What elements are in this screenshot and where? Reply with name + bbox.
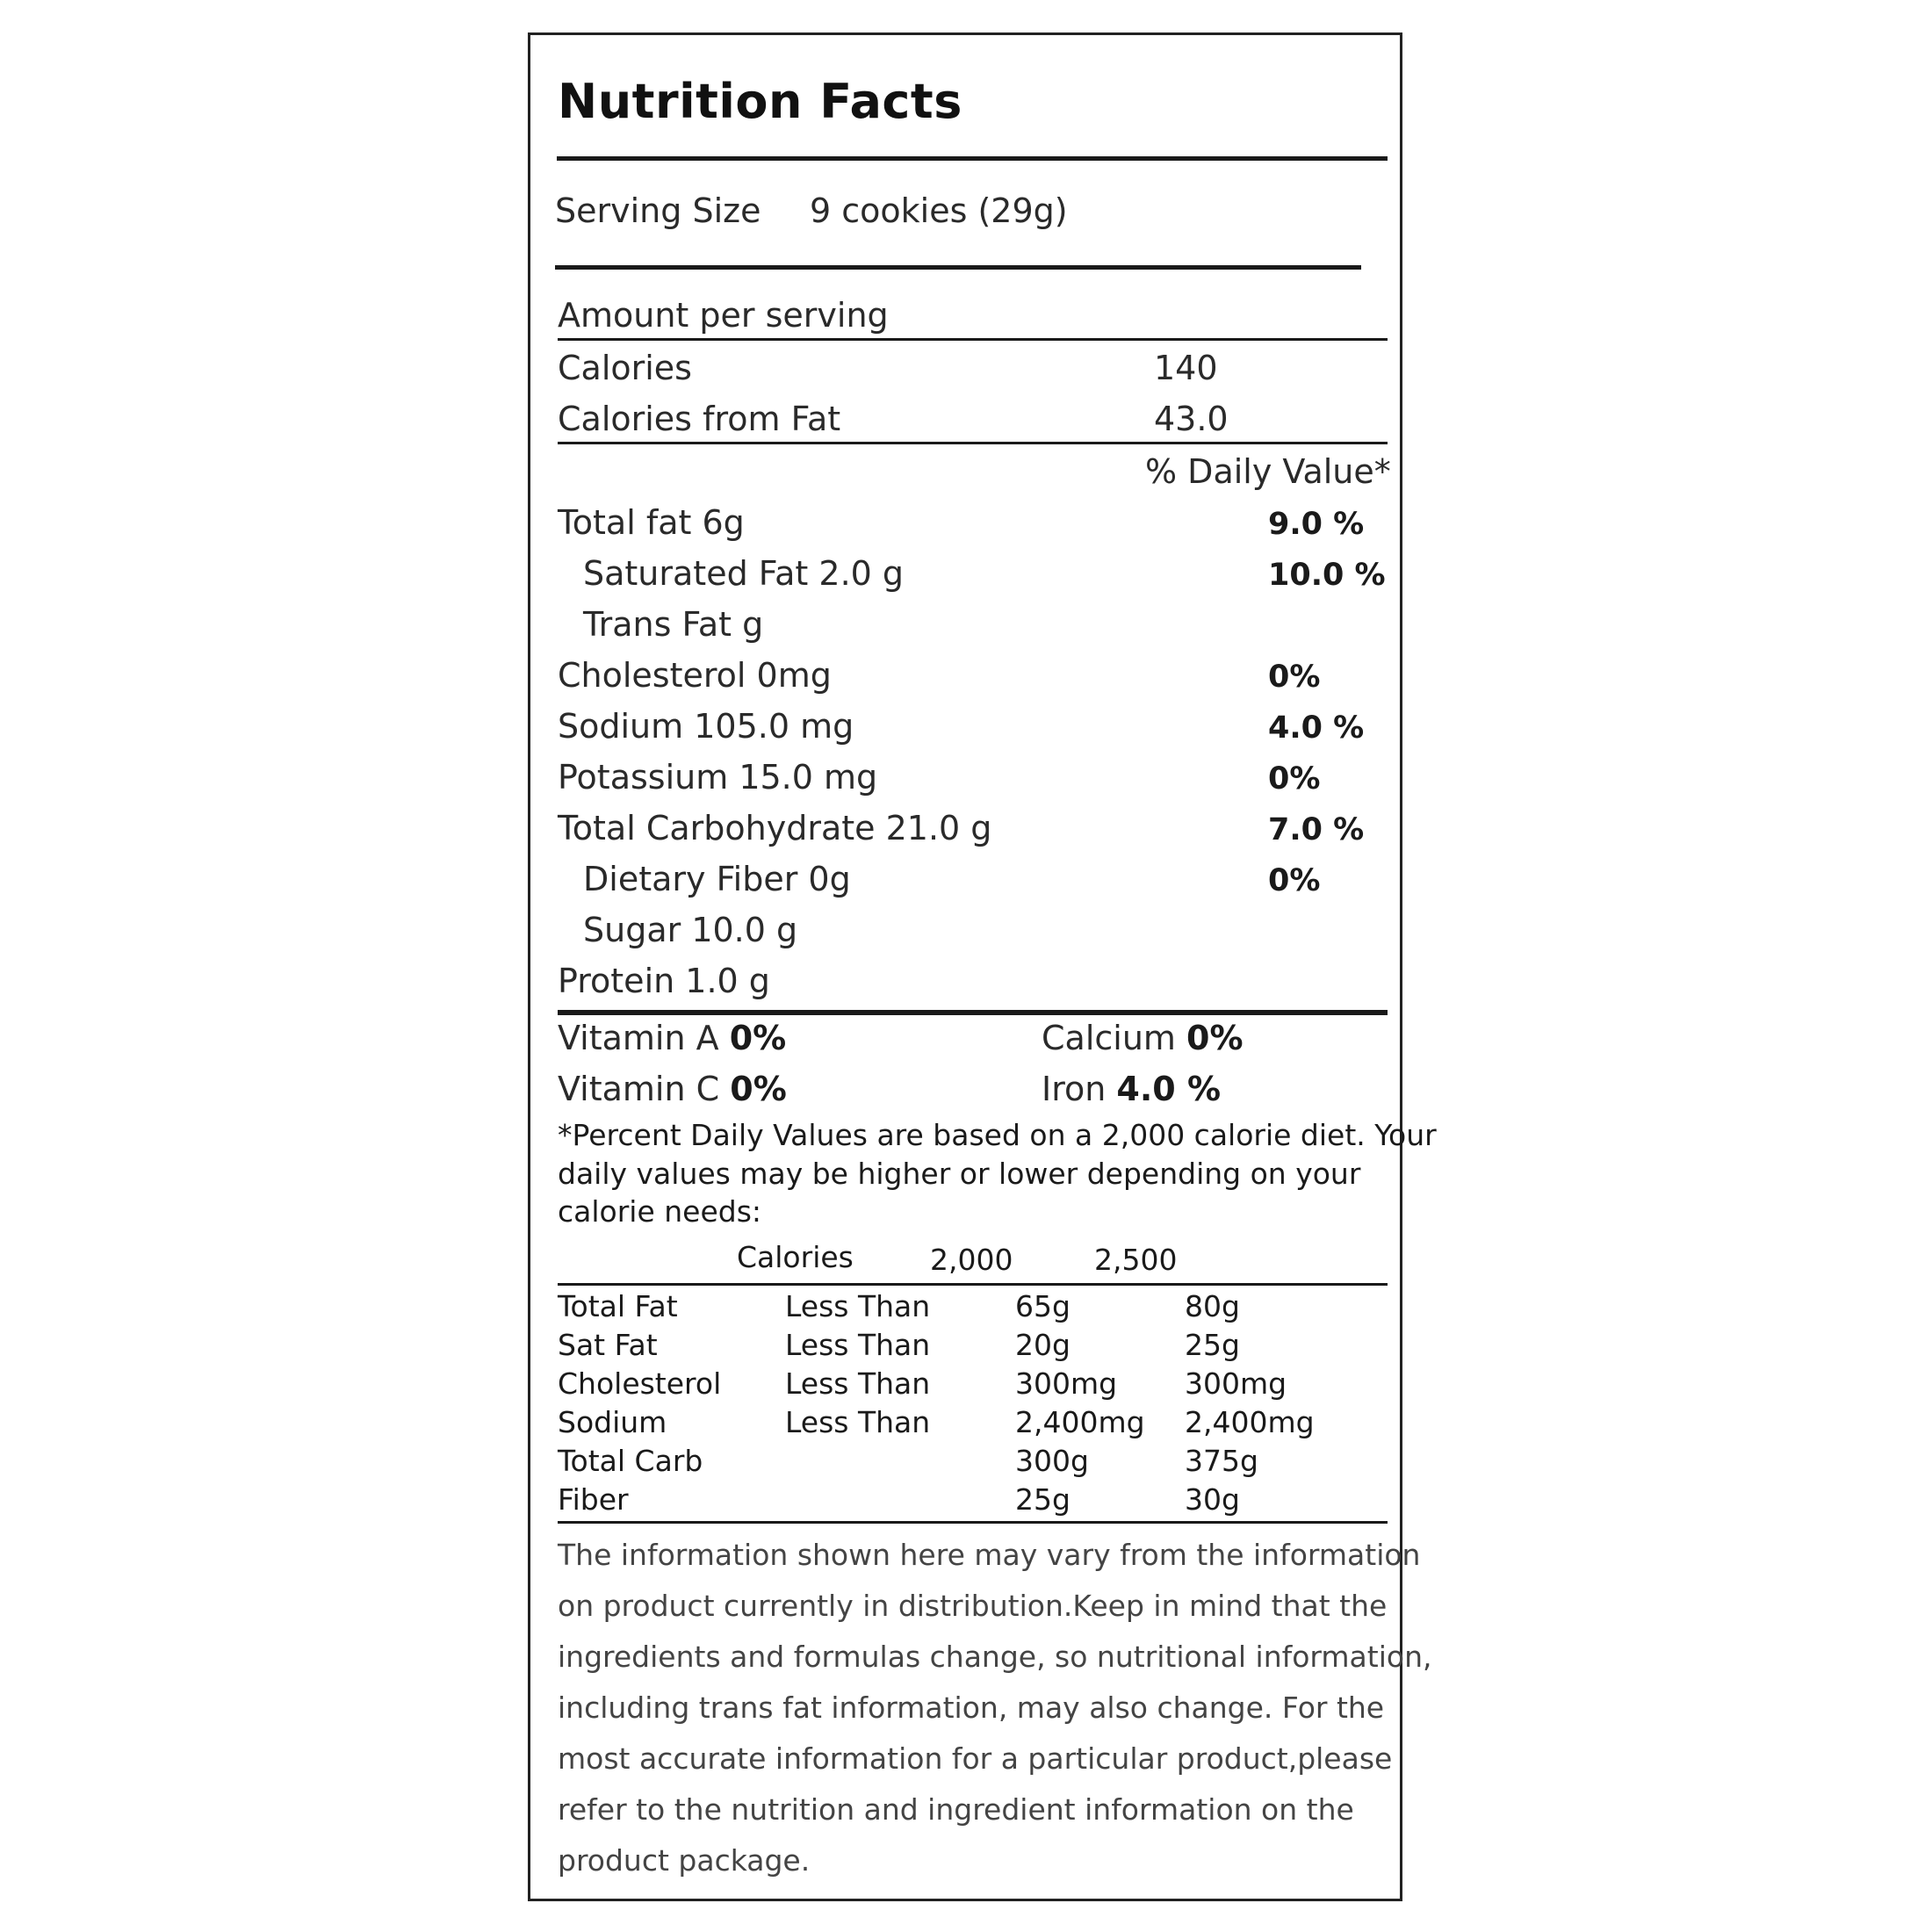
disclaimer-line: refer to the nutrition and ingredient information on the <box>558 1792 1354 1827</box>
vitamin-label: Iron <box>1042 1070 1107 1108</box>
nutrient-label: Potassium 15.0 mg <box>558 758 878 797</box>
footnote-line: calorie needs: <box>558 1194 762 1229</box>
ref-cell: 2,400mg <box>1185 1405 1315 1439</box>
nutrient-dv: 4.0 % <box>1268 710 1365 746</box>
serving-size-value: 9 cookies (29g) <box>810 191 1068 230</box>
ref-cell: Less Than <box>785 1366 931 1401</box>
ref-cell: 375g <box>1185 1444 1258 1478</box>
ref-cell: 20g <box>1015 1328 1071 1362</box>
vitamin-value: 0% <box>729 1019 787 1057</box>
calories-value: 140 <box>1154 349 1218 387</box>
ref-cell: 65g <box>1015 1289 1071 1323</box>
nutrient-label: Trans Fat g <box>583 605 764 644</box>
footnote-line: *Percent Daily Values are based on a 2,000 calorie diet. Your <box>558 1118 1437 1152</box>
nutrient-label: Saturated Fat 2.0 g <box>583 554 905 593</box>
nutrient-dv: 0% <box>1268 863 1321 898</box>
divider-ref-header <box>558 1283 1388 1286</box>
divider-ref-table <box>558 1521 1388 1524</box>
amount-per-serving: Amount per serving <box>558 296 889 335</box>
nutrient-label: Total fat 6g <box>558 503 745 542</box>
vitamin-label: Vitamin C <box>558 1070 720 1108</box>
vitamin-value: 0% <box>1186 1019 1244 1057</box>
ref-header-2500: 2,500 <box>1094 1243 1178 1277</box>
ref-cell: 25g <box>1015 1482 1071 1517</box>
nutrient-dv: 0% <box>1268 660 1321 695</box>
disclaimer-line: most accurate information for a particular product,please <box>558 1741 1393 1776</box>
nutrient-dv: 10.0 % <box>1268 558 1386 593</box>
daily-value-header: % Daily Value* <box>1145 452 1391 491</box>
divider-title <box>557 156 1388 161</box>
ref-cell: Total Carb <box>558 1444 703 1478</box>
ref-cell: 2,400mg <box>1015 1405 1145 1439</box>
disclaimer-line: The information shown here may vary from the information <box>558 1538 1421 1572</box>
footnote-line: daily values may be higher or lower depending on your <box>558 1157 1361 1191</box>
nutrient-label: Dietary Fiber 0g <box>583 860 851 898</box>
ref-cell: 300mg <box>1185 1366 1287 1401</box>
ref-cell: Cholesterol <box>558 1366 722 1401</box>
ref-cell: Sat Fat <box>558 1328 658 1362</box>
vitamin-value: 4.0 % <box>1116 1070 1222 1108</box>
ref-cell: Sodium <box>558 1405 667 1439</box>
vitamin-item <box>1042 1019 1244 1057</box>
divider-nutrients <box>558 1010 1388 1015</box>
ref-cell: Less Than <box>785 1328 931 1362</box>
ref-cell: Total Fat <box>558 1289 678 1323</box>
calories-from-fat-label: Calories from Fat <box>558 400 841 438</box>
nutrient-label: Sugar 10.0 g <box>583 911 798 949</box>
ref-cell: 30g <box>1185 1482 1240 1517</box>
ref-header-2000: 2,000 <box>930 1243 1013 1277</box>
ref-cell: Fiber <box>558 1482 629 1517</box>
vitamin-item <box>1042 1070 1221 1108</box>
ref-cell: 25g <box>1185 1328 1240 1362</box>
vitamin-label: Calcium <box>1042 1019 1176 1057</box>
disclaimer-line: including trans fat information, may also change. For the <box>558 1690 1385 1725</box>
nutrient-dv: 7.0 % <box>1268 812 1365 847</box>
divider-amount <box>558 338 1388 341</box>
nutrient-dv: 9.0 % <box>1268 507 1365 542</box>
disclaimer-line: on product currently in distribution.Keep in mind that the <box>558 1589 1388 1623</box>
ref-cell: Less Than <box>785 1405 931 1439</box>
disclaimer-line: product package. <box>558 1843 811 1878</box>
ref-cell: 300mg <box>1015 1366 1118 1401</box>
ref-cell: 80g <box>1185 1289 1240 1323</box>
disclaimer-line: ingredients and formulas change, so nutritional information, <box>558 1640 1432 1674</box>
label-title: Nutrition Facts <box>558 74 962 129</box>
vitamin-value: 0% <box>730 1070 787 1108</box>
nutrient-label: Cholesterol 0mg <box>558 656 832 695</box>
vitamin-item <box>558 1019 786 1057</box>
ref-cell: Less Than <box>785 1289 931 1323</box>
nutrient-label: Protein 1.0 g <box>558 962 770 1000</box>
calories-label: Calories <box>558 349 692 387</box>
nutrition-facts-label <box>528 32 1437 1901</box>
divider-serving <box>555 265 1361 270</box>
nutrient-dv: 0% <box>1268 761 1321 797</box>
serving-size-label: Serving Size <box>555 191 761 230</box>
vitamin-item <box>558 1070 787 1108</box>
calories-from-fat-value: 43.0 <box>1154 400 1229 438</box>
vitamin-label: Vitamin A <box>558 1019 719 1057</box>
nutrient-label: Sodium 105.0 mg <box>558 707 854 746</box>
nutrient-label: Total Carbohydrate 21.0 g <box>558 809 992 847</box>
ref-header-calories: Calories <box>737 1240 854 1274</box>
divider-calories <box>558 442 1388 444</box>
ref-cell: 300g <box>1015 1444 1089 1478</box>
